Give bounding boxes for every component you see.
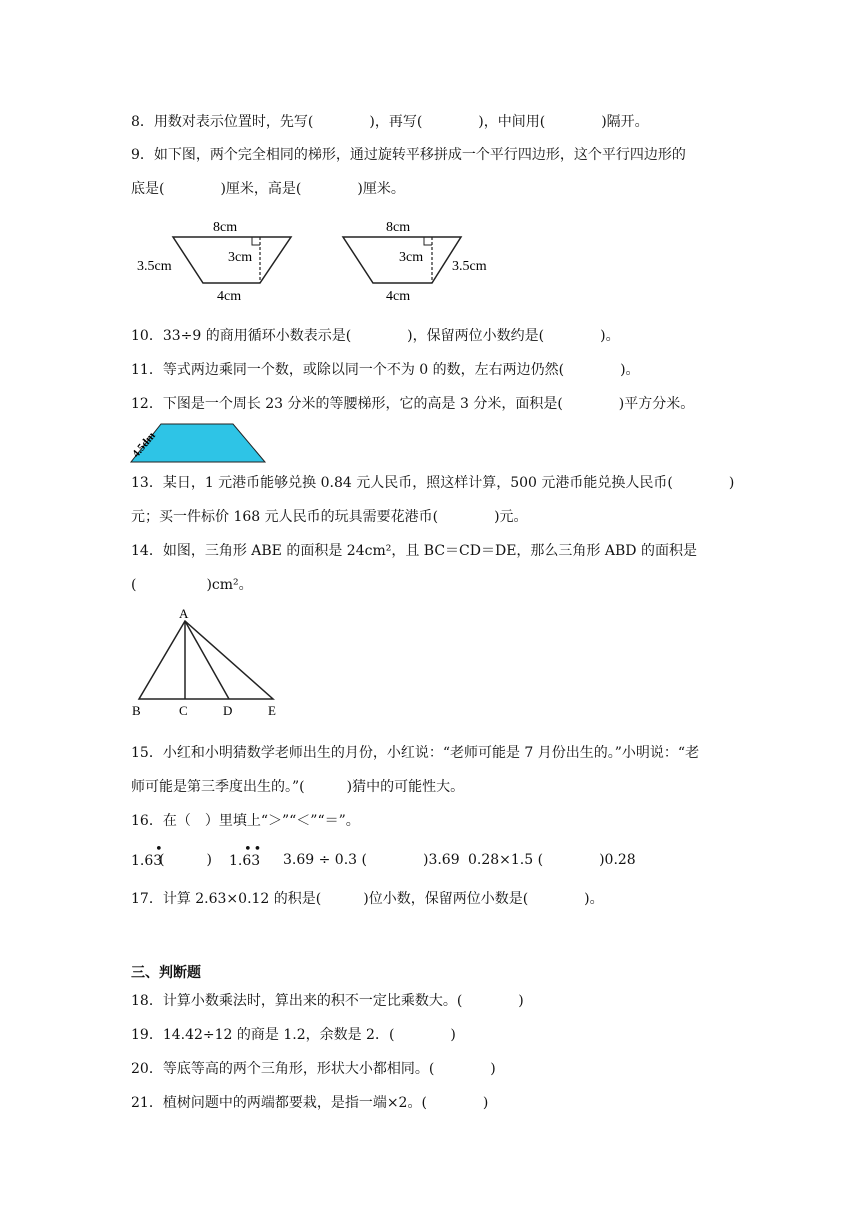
question-18: 18．计算小数乘法时，算出来的积不一定比乘数大。( ): [131, 993, 524, 1009]
recurring-dot-icon: •: [155, 842, 163, 857]
question-11: 11．等式两边乘同一个数，或除以同一个不为 0 的数，左右两边仍然( )。: [131, 362, 640, 378]
question-9-line2: 底是( )厘米，高是( )厘米。: [131, 181, 405, 197]
question-15-line2: 师可能是第三季度出生的。”( )猜中的可能性大。: [131, 779, 465, 795]
label-bottom-right: 4cm: [386, 289, 411, 304]
recurring-dots-icon: ••: [244, 842, 264, 857]
right-angle-mark-right: [424, 237, 432, 245]
question-8: 8．用数对表示位置时，先写( )，再写( )，中间用( )隔开。: [131, 114, 649, 130]
question-14-line1: 14．如图，三角形 ABE 的面积是 24cm²，且 BC＝CD＝DE，那么三角形 ABD 的面积是: [131, 543, 697, 559]
label-side: 4.5dm: [130, 429, 158, 460]
item3: 0.28×1.5 ( )0.28: [468, 852, 636, 868]
label-a: A: [179, 607, 189, 621]
label-bottom-left: 4cm: [217, 289, 242, 304]
label-side-left: 3.5cm: [137, 259, 172, 274]
question-21: 21．植树问题中的两端都要栽，是指一端×2。( ): [131, 1095, 489, 1111]
segment-ad: [185, 621, 229, 699]
question-14-line2: ( )cm²。: [131, 577, 253, 593]
question-13-line2: 元；买一件标价 168 元人民币的玩具需要花港币( )元。: [131, 509, 528, 525]
question-19: 19．14.42÷12 的商是 1.2，余数是 2．( ): [131, 1027, 456, 1043]
question-16: 16．在（ ）里填上“＞”“＜”“＝”。: [131, 813, 360, 829]
label-c: C: [179, 703, 188, 718]
question-9-line1: 9．如下图，两个完全相同的梯形，通过旋转平移拼成一个平行四边形，这个平行四边形的: [131, 147, 686, 163]
question-17: 17．计算 2.63×0.12 的积是( )位小数，保留两位小数是( )。: [131, 891, 604, 907]
question-20: 20．等底等高的两个三角形，形状大小都相同。( ): [131, 1061, 496, 1077]
label-top-right: 8cm: [386, 220, 411, 235]
label-height-right: 3cm: [399, 250, 424, 265]
trapezoid-figure: [131, 214, 511, 310]
item2: 3.69 ÷ 0.3 ( )3.69: [283, 852, 460, 868]
section-title: 三、判断题: [131, 965, 201, 981]
right-angle-mark-left: [252, 237, 260, 245]
label-height-left: 3cm: [228, 250, 253, 265]
label-top-left: 8cm: [213, 220, 238, 235]
label-side-right: 3.5cm: [452, 259, 487, 274]
label-d: D: [223, 703, 233, 718]
label-e: E: [268, 703, 276, 718]
item1-left-value: 1.63: [131, 853, 163, 869]
question-13-line1: 13．某日，1 元港币能够兑换 0.84 元人民币，照这样计算，500 元港币能兑换人民币( ): [131, 475, 735, 491]
item1-right-value: 1.63: [229, 853, 261, 869]
question-15-line1: 15．小红和小明猜数学老师出生的月份，小红说：“老师可能是 7 月份出生的。”小明说：“老: [131, 745, 700, 761]
triangle-figure: [129, 607, 289, 723]
question-12: 12．下图是一个周长 23 分米的等腰梯形，它的高是 3 分米，面积是( )平方分米。: [131, 396, 695, 412]
triangle-abe: [139, 621, 273, 699]
item1-blank: ( ): [159, 852, 212, 868]
question-10: 10．33÷9 的商用循环小数表示是( )，保留两位小数约是( )。: [131, 328, 620, 344]
isosceles-trapezoid-figure: [129, 422, 274, 470]
question-16-items: [131, 843, 651, 875]
label-b: B: [132, 703, 141, 718]
